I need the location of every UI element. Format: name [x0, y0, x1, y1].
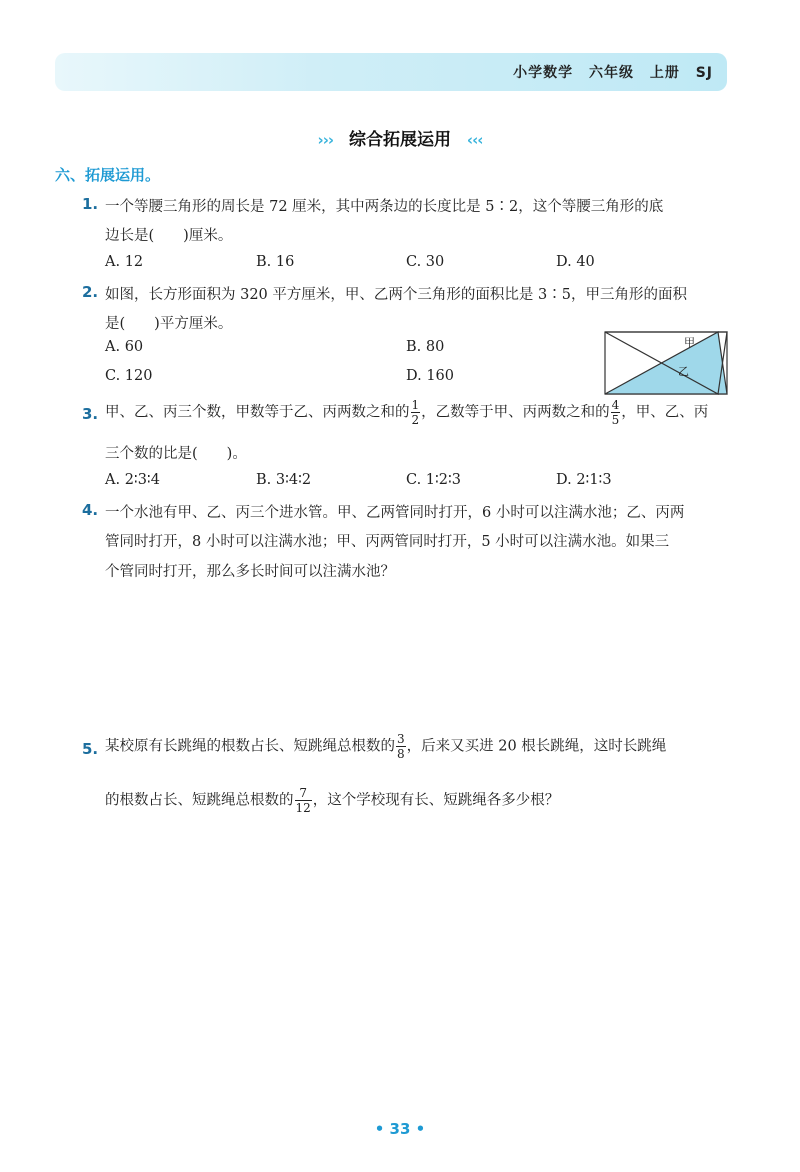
figure-label-yi: 乙	[678, 365, 689, 378]
header-text	[503, 62, 713, 82]
question-1-option-a[interactable]: A. 12	[105, 254, 144, 270]
question-1-line-2: 边长是( )厘米。	[105, 228, 233, 244]
question-2-line-1: 如图，长方形面积为 320 平方厘米，甲、乙两个三角形的面积比是 3∶5，甲三角形的面积	[105, 287, 687, 303]
question-3-option-b[interactable]: B. 3∶4∶2	[256, 472, 312, 488]
fraction-1-2	[411, 398, 421, 427]
fraction-3-8	[396, 732, 406, 761]
header-subject: 小学数学	[513, 65, 574, 81]
fraction-denominator: 12	[295, 801, 311, 815]
header-grade: 六年级	[588, 65, 634, 81]
fraction-denominator: 2	[411, 413, 420, 427]
fraction-denominator: 5	[611, 413, 620, 427]
question-4-line-1: 一个水池有甲、乙、丙三个进水管。甲、乙两管同时打开，6 小时可以注满水池；乙、丙两	[105, 505, 685, 521]
question-2-option-d[interactable]: D. 160	[406, 368, 455, 384]
question-3-number: 3.	[82, 405, 99, 423]
question-3-line-1	[105, 398, 708, 427]
question-3-option-d[interactable]: D. 2∶1∶3	[556, 472, 612, 488]
question-4-line-2: 管同时打开，8 小时可以注满水池；甲、丙两管同时打开，5 小时可以注满水池。如果三	[105, 534, 670, 550]
fraction-numerator: 1	[411, 398, 420, 412]
section-title	[0, 125, 800, 150]
figure-label-jia: 甲	[684, 336, 695, 349]
question-5-line-2-part-a: 的根数占长、短跳绳总根数的	[105, 792, 294, 809]
question-1-option-c[interactable]: C. 30	[406, 254, 445, 270]
chevron-left-icon: ‹‹‹	[466, 131, 483, 149]
question-5-line-1	[105, 732, 666, 761]
part-heading: 六、拓展运用。	[55, 166, 161, 184]
question-2-option-c[interactable]: C. 120	[105, 368, 153, 384]
question-3-line-1-part-c: ，甲、乙、丙	[621, 404, 709, 421]
question-4-line-3: 个管同时打开，那么多长时间可以注满水池？	[105, 564, 395, 580]
question-2-number: 2.	[82, 283, 99, 301]
question-1-option-d[interactable]: D. 40	[556, 254, 595, 270]
question-3-line-1-part-b: ，乙数等于甲、丙两数之和的	[421, 404, 610, 421]
header-edition: SJ	[695, 65, 713, 81]
fraction-7-12	[295, 786, 312, 815]
fraction-numerator: 7	[295, 786, 312, 801]
question-5-line-2	[105, 786, 559, 815]
question-1-line-1: 一个等腰三角形的周长是 72 厘米，其中两条边的长度比是 5∶2，这个等腰三角形的底	[105, 199, 664, 215]
question-1-number: 1.	[82, 195, 99, 213]
question-5-number: 5.	[82, 740, 99, 758]
question-3-line-2: 三个数的比是( )。	[105, 446, 247, 462]
question-2-option-b[interactable]: B. 80	[406, 339, 445, 355]
question-5-line-2-part-b: ，这个学校现有长、短跳绳各多少根？	[312, 792, 560, 809]
header-band	[55, 53, 727, 91]
fraction-numerator: 4	[611, 398, 620, 412]
question-3-option-a[interactable]: A. 2∶3∶4	[105, 472, 160, 488]
question-4-number: 4.	[82, 501, 99, 519]
chevron-right-icon: ›››	[317, 131, 334, 149]
question-2-option-a[interactable]: A. 60	[105, 339, 144, 355]
section-title-text: 综合拓展运用	[349, 130, 451, 150]
fraction-4-5	[611, 398, 621, 427]
question-5-line-1-part-a: 某校原有长跳绳的根数占长、短跳绳总根数的	[105, 738, 395, 755]
header-volume: 上册	[649, 65, 680, 81]
question-2-line-2: 是( )平方厘米。	[105, 316, 233, 332]
question-5-line-1-part-b: ，后来又买进 20 根长跳绳，这时长跳绳	[406, 738, 667, 755]
question-3-line-1-part-a: 甲、乙、丙三个数，甲数等于乙、丙两数之和的	[105, 404, 410, 421]
page-number: • 33 •	[374, 1120, 426, 1138]
rectangle-triangles-figure	[604, 331, 728, 395]
fraction-numerator: 3	[397, 732, 405, 746]
fraction-denominator: 8	[397, 747, 405, 761]
question-1-option-b[interactable]: B. 16	[256, 254, 295, 270]
question-3-option-c[interactable]: C. 1∶2∶3	[406, 472, 462, 488]
